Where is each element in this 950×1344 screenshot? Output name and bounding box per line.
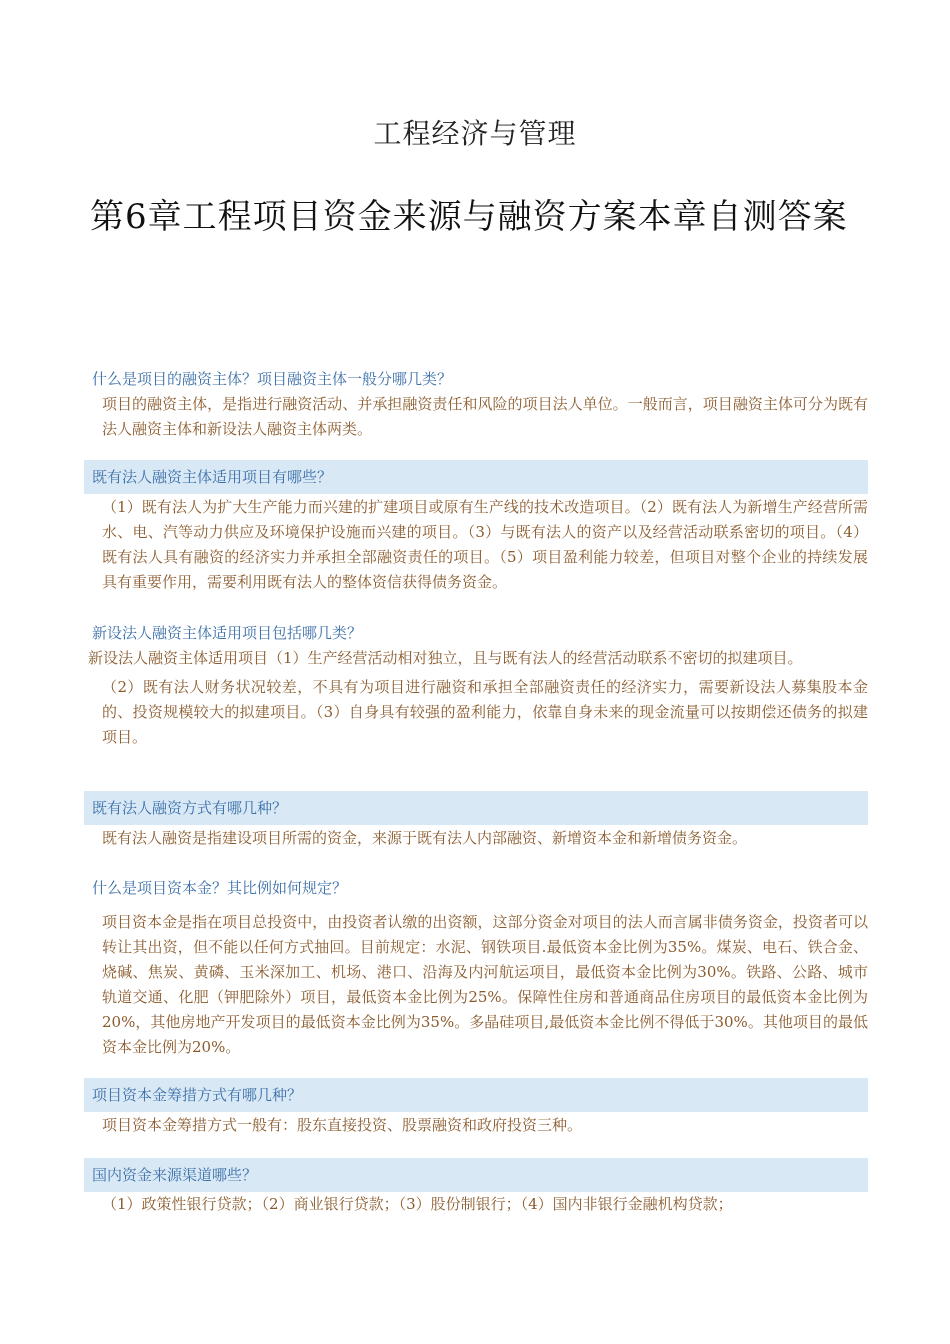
document-title: 工程经济与管理 [373, 117, 577, 150]
question-heading: 既有法人融资方式有哪几种？ [84, 791, 868, 825]
answer-paragraph: 项目资本金是指在项目总投资中，由投资者认缴的出资额，这部分资金对项目的法人而言属非债务资金，投资者可以转让其出资，但不能以任何方式抽回。目前规定：水泥、钢铁项目.最低资本金比例为35%。煤炭、电石、铁合金、烧碱、焦炭、黄磷、玉米深加工、机场、港口、沿海及内河航运项目，最低资本金比例为30%。铁路、公路、城市轨道交通、化肥（钾肥除外）项目，最低资本金比例为25%。保障性住房和普通商品住房项目的最低资本金比例为20%，其他房地产开发项目的最低资本金比例为35%。多晶硅项目,最低资本金比例不得低于30%。其他项目的最低资本金比例为20%。 [102, 913, 868, 1056]
question-heading: 什么是项目的融资主体？项目融资主体一般分哪几类？ [92, 370, 453, 388]
chapter-title: 第6章工程项目资金来源与融资方案本章自测答案 [90, 197, 848, 237]
answer-text [84, 910, 868, 1060]
answer-text [84, 1113, 868, 1138]
answer-paragraph: （2）既有法人财务状况较差，不具有为项目进行融资和承担全部融资责任的经济实力，需要新设法人募集股本金的、投资规模较大的拟建项目。（3）自身具有较强的盈利能力，依靠自身未来的现金流量可以按期偿还债务的拟建项目。 [102, 678, 868, 746]
answer-paragraph: 项目资本金筹措方式一般有：股东直接投资、股票融资和政府投资三种。 [102, 1116, 583, 1134]
question-heading: 新设法人融资主体适用项目包括哪几类？ [92, 624, 363, 642]
answer-paragraph: 项目的融资主体，是指进行融资活动、并承担融资责任和风险的项目法人单位。一般而言，项目融资主体可分为既有法人融资主体和新设法人融资主体两类。 [102, 395, 868, 438]
answer-text [84, 826, 868, 851]
question-heading: 项目资本金筹措方式有哪几种？ [84, 1078, 868, 1112]
question-heading: 什么是项目资本金？其比例如何规定？ [92, 879, 348, 897]
answer-paragraph: （1）既有法人为扩大生产能力而兴建的扩建项目或原有生产线的技术改造项目。（2）既有法人为新增生产经营所需水、电、汽等动力供应及环境保护设施而兴建的项目。（3）与既有法人的资产以及经营活动联系密切的项目。（4）既有法人具有融资的经济实力并承担全部融资责任的项目。（5）项目盈利能力较差，但项目对整个企业的持续发展具有重要作用，需要利用既有法人的整体资信获得债务资金。 [102, 498, 868, 591]
answer-paragraph: 既有法人融资是指建设项目所需的资金，来源于既有法人内部融资、新增资本金和新增债务资金。 [102, 829, 748, 847]
question-heading: 国内资金来源渠道哪些？ [84, 1158, 868, 1192]
question-heading: 既有法人融资主体适用项目有哪些？ [84, 460, 868, 494]
answer-text [84, 1192, 868, 1217]
answer-paragraph: 新设法人融资主体适用项目（1）生产经营活动相对独立，且与既有法人的经营活动联系不密切的拟建项目。 [88, 649, 803, 667]
answer-text [84, 392, 868, 442]
answer-text [84, 646, 868, 750]
answer-paragraph: （1）政策性银行贷款；（2）商业银行贷款；（3）股份制银行；（4）国内非银行金融机构贷款； [102, 1195, 733, 1213]
answer-text [84, 495, 868, 595]
